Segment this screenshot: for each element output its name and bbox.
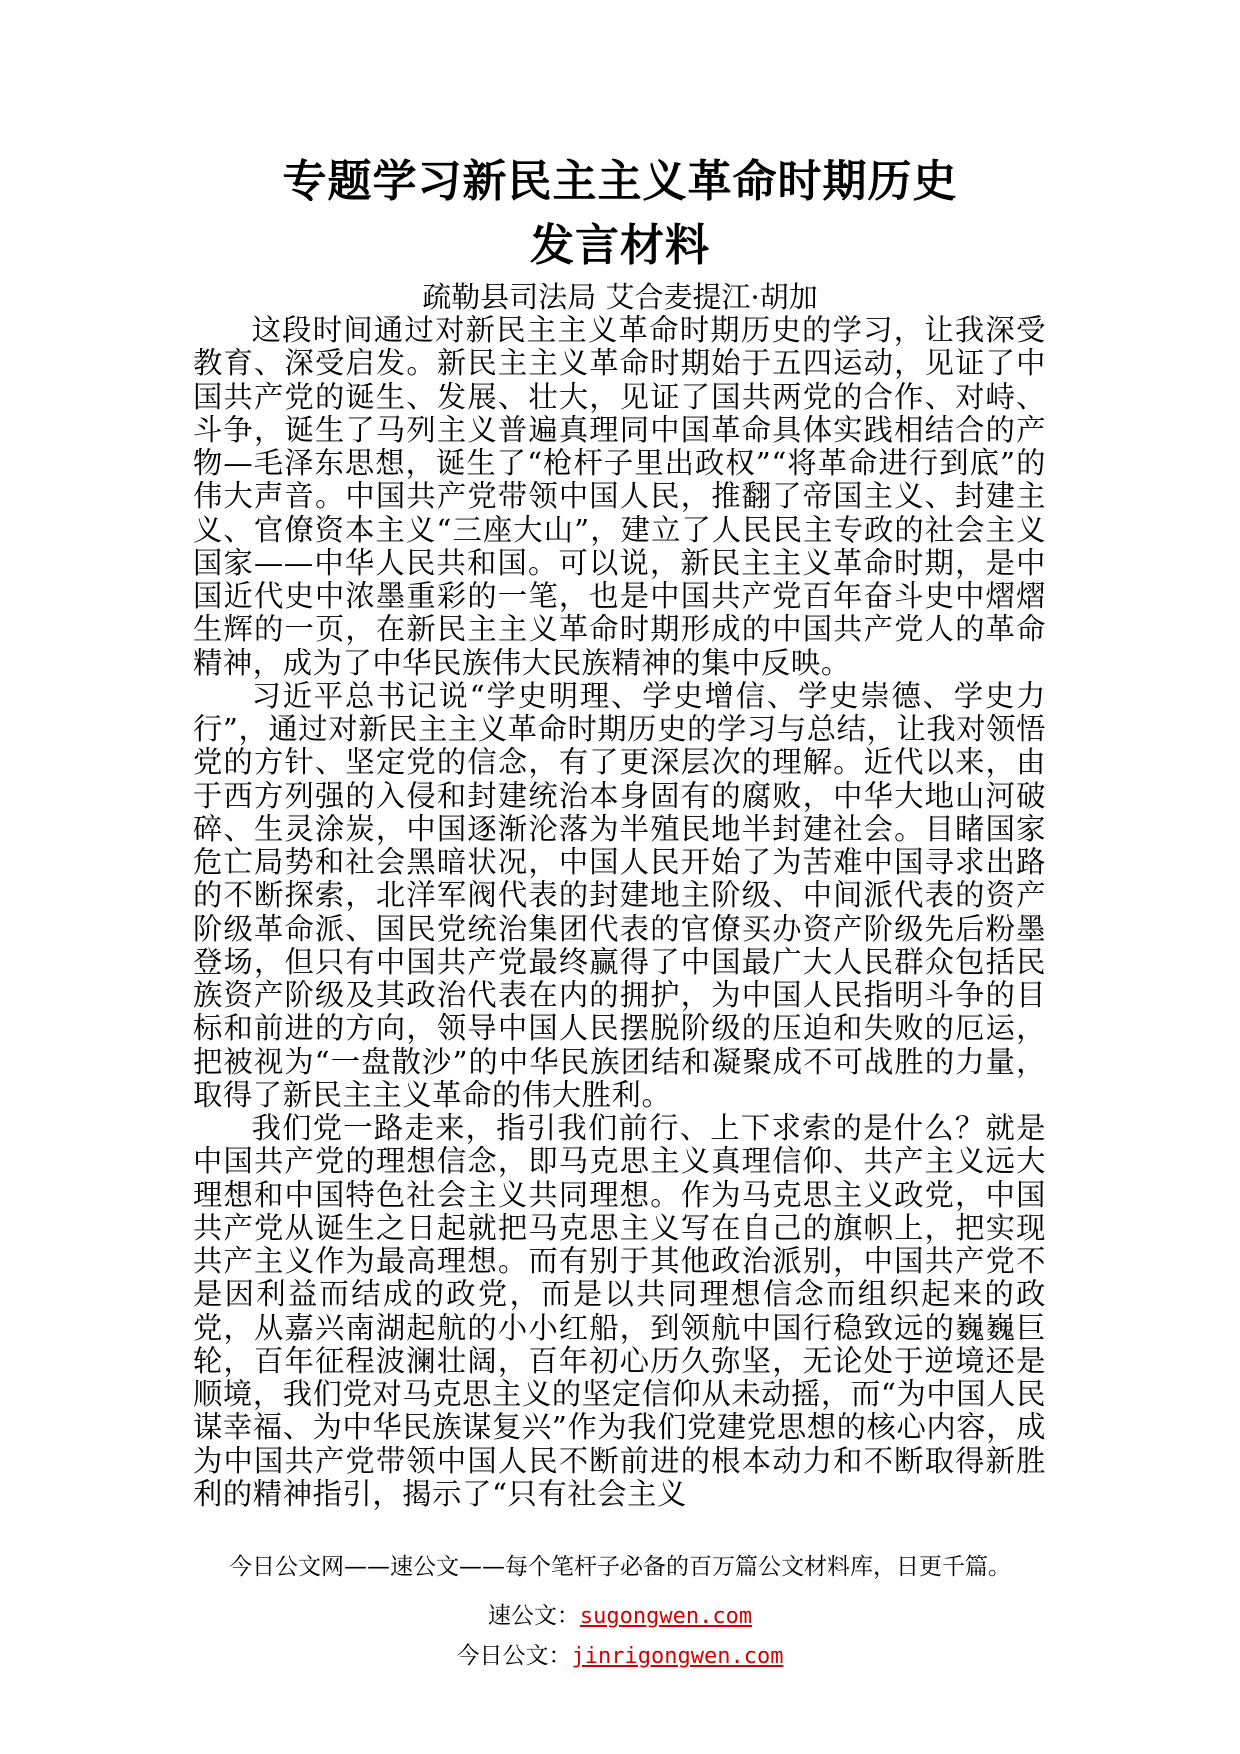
footer-link-row-jinrigongwen [0,1641,1240,1672]
author-byline: 疏勒县司法局 艾合麦提江·胡加 [422,280,818,314]
body-paragraph-3: 我们党一路走来，指引我们前行、上下求索的是什么？就是中国共产党的理想信念，即马克思主义真理信仰、共产主义远大理想和中国特色社会主义共同理想。作为马克思主义政党，中国共产党从诞生之日起就把马克思主义写在自己的旗帜上，把实现共产主义作为最高理想。而有别于其他政治派别，中国共产党不是因利益而结成的政党，而是以共同理想信念而组织起来的政党，从嘉兴南湖起航的小小红船，到领航中国行稳致远的巍巍巨轮，百年征程波澜壮阔，百年初心历久弥坚，无论处于逆境还是顺境，我们党对马克思主义的坚定信仰从未动摇，而“为中国人民谋幸福、为中华民族谋复兴”作为我们党建党思想的核心内容，成为中国共产党带领中国人民不断前进的根本动力和不断取得新胜利的精神指引，揭示了“只有社会主义 [193,1111,1046,1511]
document-title-line1: 专题学习新民主主义革命时期历史 [282,156,958,207]
footer-link-label: 今日公文： [456,1643,572,1669]
document-body [193,314,1046,1511]
document-title-line2: 发言材料 [530,220,710,271]
footer-link-label: 速公文： [487,1603,580,1629]
sugongwen-link[interactable]: sugongwen.com [579,1604,753,1629]
jinrigongwen-link[interactable]: jinrigongwen.com [571,1644,784,1669]
body-paragraph-2: 习近平总书记说“学史明理、学史增信、学史崇德、学史力行”，通过对新民主主义革命时期历史的学习与总结，让我对领悟党的方针、坚定党的信念，有了更深层次的理解。近代以来，由于西方列强的入侵和封建统治本身固有的腐败，中华大地山河破碎、生灵涂炭，中国逐渐沦落为半殖民地半封建社会。目睹国家危亡局势和社会黑暗状况，中国人民开始了为苦难中国寻求出路的不断探索，北洋军阀代表的封建地主阶级、中间派代表的资产阶级革命派、国民党统治集团代表的官僚买办资产阶级先后粉墨登场，但只有中国共产党最终赢得了中国最广大人民群众包括民族资产阶级及其政治代表在内的拥护，为中国人民指明斗争的目标和前进的方向，领导中国人民摆脱阶级的压迫和失败的厄运，把被视为“一盘散沙”的中华民族团结和凝聚成不可战胜的力量，取得了新民主主义革命的伟大胜利。 [193,678,1046,1112]
body-paragraph-1: 这段时间通过对新民主主义革命时期历史的学习，让我深受教育、深受启发。新民主主义革命时期始于五四运动，见证了中国共产党的诞生、发展、壮大，见证了国共两党的合作、对峙、斗争，诞生了马列主义普遍真理同中国革命具体实践相结合的产物—毛泽东思想，诞生了“枪杆子里出政权”“将革命进行到底”的伟大声音。中国共产党带领中国人民，推翻了帝国主义、封建主义、官僚资本主义“三座大山”，建立了人民民主专政的社会主义国家——中华人民共和国。可以说，新民主主义革命时期，是中国近代史中浓墨重彩的一笔，也是中国共产党百年奋斗史中熠熠生辉的一页，在新民主主义革命时期形成的中国共产党人的革命精神，成为了中华民族伟大民族精神的集中反映。 [193,313,1046,680]
footer-tagline: 今日公文网——速公文——每个笔杆子必备的百万篇公文材料库，日更千篇。 [229,1554,1011,1580]
footer-link-row-sugongwen [0,1601,1240,1632]
